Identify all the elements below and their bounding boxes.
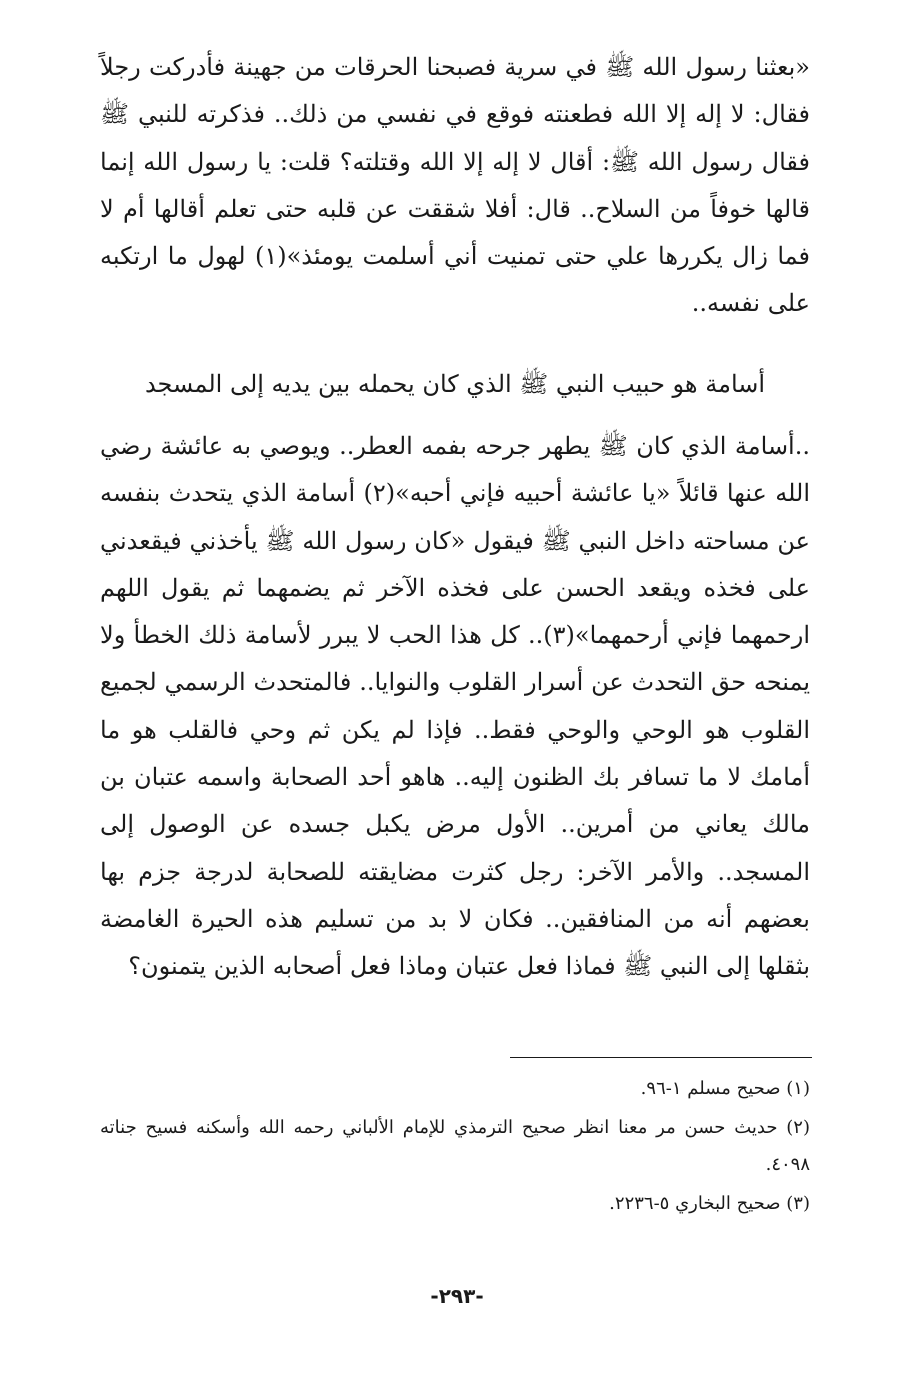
footnote-3: (٣) صحيح البخاري ٥-٢٢٣٦. <box>609 1193 810 1214</box>
footnote-2: (٢) حديث حسن مر معنا انظر صحيح الترمذي للإمام الألباني رحمه الله وأسكنه فسيح جناته ٤٠٩٨. <box>100 1117 810 1175</box>
paragraph-text: «بعثنا رسول الله ﷺ في سرية فصبحنا الحرقات من جهينة فأدركت رجلاً فقال: لا إله إلا الله فطعنته فوقع في نفسي من ذلك.. فذكرته للنبي ﷺ فقال رسول الله ﷺ: أقال لا إله إلا الله وقتلته؟ قلت: يا رسول الله إنما قالها خوفاً من السلاح.. قال: أفلا شققت عن قلبه حتى تعلم أقالها أم لا فما زال يكررها علي حتى تمنيت أني أسلمت يومئذ»(١) لهول ما ارتكبه على نفسه.. <box>100 53 810 318</box>
body-paragraph-1 <box>100 44 810 344</box>
footnote-separator <box>510 1057 812 1058</box>
section-heading: أسامة هو حبيب النبي ﷺ الذي كان يحمله بين يديه إلى المسجد <box>144 370 766 398</box>
footnotes <box>100 1070 810 1224</box>
footnote-1: (١) صحيح مسلم ١-٩٦. <box>640 1078 810 1099</box>
page-number: -٢٩٣- <box>430 1284 484 1308</box>
paragraph-text: ..أسامة الذي كان ﷺ يطهر جرحه بفمه العطر.. ويوصي به عائشة رضي الله عنها قائلاً «يا عائشة أحبيه فإني أحبه»(٢) أسامة الذي يتحدث بنفسه عن مساحته داخل النبي ﷺ فيقول «كان رسول الله ﷺ يأخذني فيقعدني على فخذه ويقعد الحسن على فخذه الآخر ثم يضمهما ثم يقول اللهم ارحمهما فإني أرحمهما»(٣).. كل هذا الحب لا يبرر لأسامة ذلك الخطأ ولا يمنحه حق التحدث عن أسرار القلوب والنوايا.. فالمتحدث الرسمي لجميع القلوب هو الوحي والوحي فقط.. فإذا لم يكن ثم وحي فالقلب هو ما أمامك لا ما تسافر بك الظنون إليه.. هاهو أحد الصحابة واسمه عتبان بن مالك يعاني من أمرين.. الأول مرض يكبل جسده عن الوصول إلى المسجد.. والأمر الآخر: رجل كثرت مضايقته للصحابة لدرجة جزم بها بعضهم أنه من المنافقين.. فكان لا بد من تسليم هذه الحيرة الغامضة بثقلها إلى النبي ﷺ فماذا فعل عتبان وماذا فعل أصحابه الذين يتمنون؟ <box>100 432 811 981</box>
body-paragraph-2 <box>100 423 810 1043</box>
